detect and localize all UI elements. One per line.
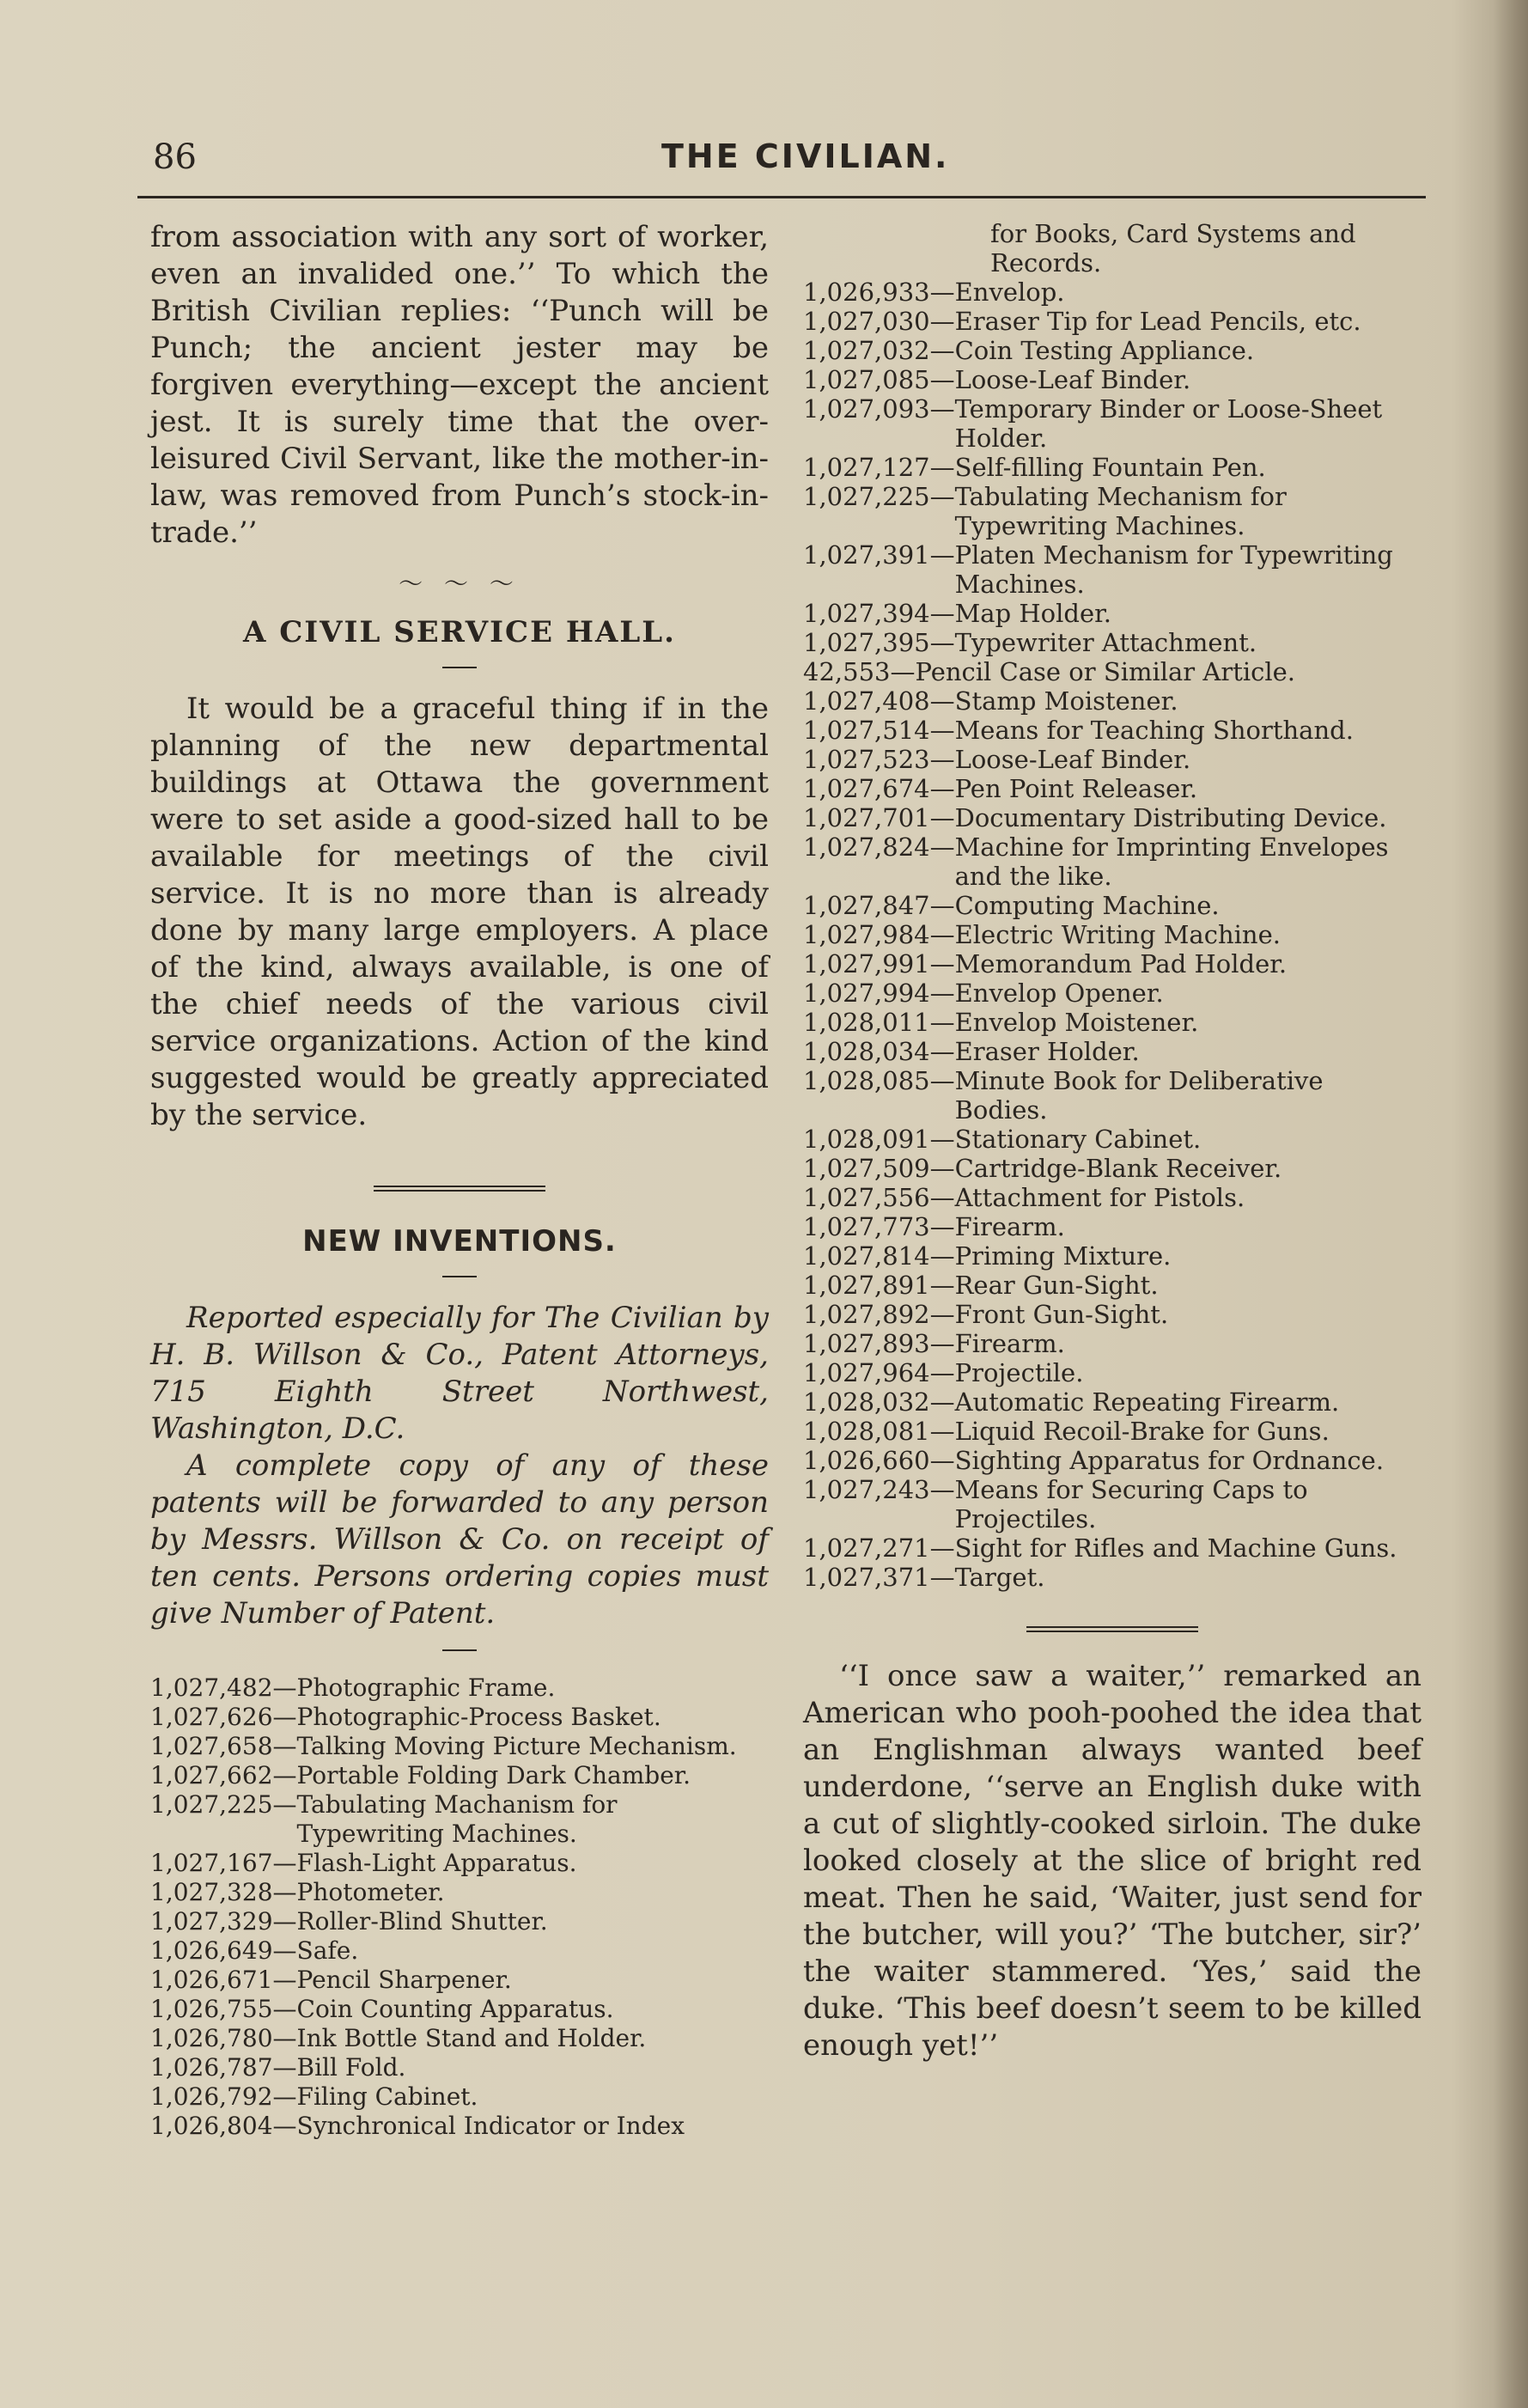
page-number: 86	[153, 137, 197, 177]
patent-description: Projectile.	[954, 1358, 1084, 1387]
patent-description: Tabulating Mechanism for Typewriting Machines.	[954, 482, 1287, 540]
patent-description: Envelop.	[954, 277, 1065, 307]
em-dash: —	[929, 1475, 955, 1504]
em-dash: —	[272, 1966, 297, 1994]
patent-description: Front Gun-Sight.	[954, 1300, 1169, 1329]
patent-entry	[150, 1849, 769, 1878]
patent-number: 1,027,991	[803, 949, 930, 978]
em-dash: —	[929, 1037, 955, 1066]
patent-entry	[803, 745, 1421, 774]
em-dash: —	[929, 482, 955, 511]
left-column	[150, 219, 769, 2141]
patent-number: 1,026,755	[150, 1995, 273, 2023]
em-dash: —	[929, 336, 955, 365]
em-dash: —	[929, 1417, 955, 1446]
patent-description: Self-filling Fountain Pen.	[954, 453, 1266, 482]
patent-entry	[803, 774, 1421, 803]
em-dash: —	[929, 1241, 955, 1271]
patent-description: Automatic Repeating Firearm.	[954, 1387, 1340, 1417]
patent-description: Bill Fold.	[296, 2053, 406, 2082]
short-rule	[442, 667, 477, 668]
patent-number: 1,028,081	[803, 1417, 930, 1446]
patent-entry	[150, 2024, 769, 2053]
running-title: THE CIVILIAN.	[661, 137, 950, 175]
patent-description: Talking Moving Picture Mechanism.	[296, 1732, 737, 1760]
patent-number: 1,027,773	[803, 1212, 930, 1241]
patent-description: Liquid Recoil-Brake for Guns.	[954, 1417, 1330, 1446]
patent-number: 1,027,127	[803, 453, 930, 482]
patent-entry	[803, 1212, 1421, 1241]
patent-entry	[803, 716, 1421, 745]
hall-heading: A CIVIL SERVICE HALL.	[243, 615, 676, 649]
patent-number: 1,027,225	[803, 482, 930, 511]
patent-number: 1,027,167	[150, 1849, 273, 1877]
em-dash: —	[929, 277, 955, 307]
patent-description: Photographic-Process Basket.	[296, 1703, 661, 1731]
patent-description: Eraser Tip for Lead Pencils, etc.	[954, 307, 1361, 336]
patent-description: Rear Gun-Sight.	[954, 1271, 1159, 1300]
patent-number: 1,027,371	[803, 1563, 930, 1592]
em-dash: —	[929, 1212, 955, 1241]
patent-entry	[803, 1417, 1421, 1446]
em-dash: —	[929, 686, 955, 716]
em-dash: —	[272, 1732, 297, 1760]
patent-entry	[803, 657, 1421, 686]
patent-number: 1,027,824	[803, 832, 930, 862]
patent-entry	[803, 1037, 1421, 1066]
em-dash: —	[272, 2053, 297, 2082]
patent-number: 1,026,649	[150, 1936, 273, 1965]
em-dash: —	[929, 803, 955, 832]
section-divider	[1026, 1626, 1198, 1632]
patent-number: 42,553	[803, 657, 891, 686]
em-dash: —	[929, 716, 955, 745]
patent-description: Envelop Moistener.	[954, 1008, 1199, 1037]
patent-number: 1,028,085	[803, 1066, 930, 1095]
patent-description: Machine for Imprinting Envelopes and the like.	[954, 832, 1389, 891]
patent-description: Means for Securing Caps to Projectiles.	[954, 1475, 1308, 1533]
patent-entry	[150, 2112, 769, 2141]
em-dash: —	[272, 1849, 297, 1877]
reported-by: Reported especially for The Civilian by H. B. Willson & Co., Patent Attorneys, 715 Eighth Street Northwest, Washington, D.C.	[150, 1301, 769, 1446]
patent-entry	[803, 1008, 1421, 1037]
em-dash: —	[929, 832, 955, 862]
patent-number: 1,027,514	[803, 716, 930, 745]
patent-number: 1,027,032	[803, 336, 930, 365]
patent-number: 1,027,243	[803, 1475, 930, 1504]
patent-number: 1,026,933	[803, 277, 930, 307]
patent-description: Portable Folding Dark Chamber.	[296, 1761, 691, 1789]
patent-number: 1,027,701	[803, 803, 930, 832]
patent-number: 1,028,091	[803, 1125, 930, 1154]
patent-entry	[150, 1878, 769, 1907]
patent-description: Means for Teaching Shorthand.	[954, 716, 1354, 745]
em-dash: —	[929, 1125, 955, 1154]
patent-number: 1,027,271	[803, 1533, 930, 1563]
patent-description: Typewriter Attachment.	[954, 628, 1257, 657]
patent-number: 1,028,034	[803, 1037, 930, 1066]
patent-entry	[803, 891, 1421, 920]
patent-description: Envelop Opener.	[954, 978, 1164, 1008]
patent-description: Coin Testing Appliance.	[954, 336, 1255, 365]
patent-description: Loose-Leaf Binder.	[954, 745, 1191, 774]
em-dash: —	[929, 978, 955, 1008]
patent-description: Loose-Leaf Binder.	[954, 365, 1191, 394]
patent-entry	[803, 686, 1421, 716]
patent-description: Target.	[954, 1563, 1045, 1592]
patent-list-left	[150, 1673, 769, 2141]
patent-description: Electric Writing Machine.	[954, 920, 1281, 949]
patent-entry	[150, 2082, 769, 2112]
patent-entry	[150, 1732, 769, 1761]
patent-description: Filing Cabinet.	[296, 2082, 478, 2111]
em-dash: —	[929, 365, 955, 394]
patent-entry	[803, 1387, 1421, 1417]
short-rule	[442, 1276, 477, 1277]
patent-entry	[803, 1241, 1421, 1271]
patent-entry	[150, 1673, 769, 1703]
em-dash: —	[929, 1446, 955, 1475]
patent-description: Pencil Sharpener.	[296, 1966, 512, 1994]
em-dash: —	[929, 394, 955, 424]
patent-number: 1,027,509	[803, 1154, 930, 1183]
patent-description: Temporary Binder or Loose-Sheet Holder.	[954, 394, 1383, 453]
patent-entry	[803, 540, 1421, 599]
anecdote-paragraph: ‘‘I once saw a waiter,’’ remarked an American who pooh-poohed the idea that an Englishman always wanted beef underdone, ‘‘serve an English duke with a cut of slightly-cooked sirloin. The duke looked closely at the slice of bright red meat. Then he said, ‘Waiter, just send for the butcher, will you?’ ‘The butcher, sir?’ the waiter stammered. ‘Yes,’ said the duke. ‘This beef doesn’t seem to be killed enough yet!’’	[803, 1659, 1421, 2063]
patent-entry	[803, 1066, 1421, 1125]
patent-description: Platen Mechanism for Typewriting Machines.	[954, 540, 1393, 599]
patent-entry	[803, 336, 1421, 365]
patent-description: Ink Bottle Stand and Holder.	[296, 2024, 647, 2052]
patent-description: Tabulating Machanism for Typewriting Machines.	[296, 1790, 618, 1848]
patent-entry	[803, 949, 1421, 978]
em-dash: —	[929, 599, 955, 628]
patent-description: Photographic Frame.	[296, 1673, 556, 1702]
em-dash: —	[272, 2112, 297, 2140]
patent-entry	[803, 1475, 1421, 1533]
patent-list-right	[803, 277, 1421, 1592]
patent-number: 1,027,994	[803, 978, 930, 1008]
em-dash: —	[929, 745, 955, 774]
patent-description: Pencil Case or Similar Article.	[915, 657, 1296, 686]
em-dash: —	[929, 1183, 955, 1212]
patent-description: Priming Mixture.	[954, 1241, 1172, 1271]
patent-entry	[803, 628, 1421, 657]
em-dash: —	[929, 1271, 955, 1300]
patent-description: Safe.	[296, 1936, 359, 1965]
patent-description: Map Holder.	[954, 599, 1112, 628]
patent-number: 1,027,847	[803, 891, 930, 920]
patent-number: 1,027,814	[803, 1241, 930, 1271]
patent-entry	[150, 1907, 769, 1936]
patent-entry	[150, 1761, 769, 1790]
patent-description: Cartridge-Blank Receiver.	[954, 1154, 1282, 1183]
patent-number: 1,027,626	[150, 1703, 273, 1731]
patent-description: Computing Machine.	[954, 891, 1220, 920]
right-column	[803, 219, 1421, 2064]
patent-entry	[803, 1125, 1421, 1154]
patent-entry	[803, 365, 1421, 394]
patent-description: Sight for Rifles and Machine Guns.	[954, 1533, 1397, 1563]
patent-entry	[803, 1358, 1421, 1387]
ornament-divider: 〜 〜 〜	[399, 570, 520, 598]
patent-number: 1,027,085	[803, 365, 930, 394]
page-header	[146, 137, 1417, 189]
patent-entry	[803, 1329, 1421, 1358]
patent-number: 1,027,658	[150, 1732, 273, 1760]
em-dash: —	[272, 1878, 297, 1906]
intro-paragraph: from association with any sort of worker, even an invalided one.’’ To which the British Civilian replies: ‘‘Punch will be Punch; the ancient jester may be forgiven everything—except the ancient jest. It is surely time that the over-leisured Civil Servant, like the mother-in-law, was removed from Punch’s stock-in-trade.’’	[150, 220, 769, 550]
em-dash: —	[929, 307, 955, 336]
section-divider	[374, 1186, 545, 1192]
em-dash: —	[929, 774, 955, 803]
patent-entry	[803, 453, 1421, 482]
patent-entry	[803, 803, 1421, 832]
patent-number: 1,026,787	[150, 2053, 273, 2082]
patent-entry	[150, 1703, 769, 1732]
em-dash: —	[929, 949, 955, 978]
patent-number: 1,027,984	[803, 920, 930, 949]
patent-number: 1,026,671	[150, 1966, 273, 1994]
patent-number: 1,027,329	[150, 1907, 273, 1936]
em-dash: —	[272, 1673, 297, 1702]
copy-note: A complete copy of any of these patents will be forwarded to any person by Messrs. Willson & Co. on receipt of ten cents. Persons ordering copies must give Number of Patent.	[150, 1448, 769, 1631]
patent-description: Synchronical Indicator or Index	[296, 2112, 685, 2140]
em-dash: —	[929, 1329, 955, 1358]
patent-number: 1,026,780	[150, 2024, 273, 2052]
patent-entry	[803, 1563, 1421, 1592]
patent-entry	[803, 482, 1421, 540]
patent-entry	[150, 1790, 769, 1849]
patent-description: Stamp Moistener.	[954, 686, 1178, 716]
em-dash: —	[929, 920, 955, 949]
patent-entry	[150, 1966, 769, 1995]
patent-number: 1,027,225	[150, 1790, 273, 1819]
patent-entry	[803, 277, 1421, 307]
patent-description: Stationary Cabinet.	[954, 1125, 1202, 1154]
patent-number: 1,027,893	[803, 1329, 930, 1358]
patent-entry	[150, 1936, 769, 1966]
em-dash: —	[929, 1300, 955, 1329]
patent-number: 1,028,011	[803, 1008, 930, 1037]
em-dash: —	[929, 1154, 955, 1183]
em-dash: —	[272, 1761, 297, 1789]
em-dash: —	[890, 657, 916, 686]
patent-number: 1,027,662	[150, 1761, 273, 1789]
patent-number: 1,027,408	[803, 686, 930, 716]
header-rule	[137, 196, 1426, 198]
patent-entry	[803, 1300, 1421, 1329]
em-dash: —	[272, 1703, 297, 1731]
patent-number: 1,027,394	[803, 599, 930, 628]
em-dash: —	[272, 1995, 297, 2023]
em-dash: —	[272, 1907, 297, 1936]
patent-description: Firearm.	[954, 1329, 1065, 1358]
em-dash: —	[929, 540, 955, 570]
patent-description: Attachment for Pistols.	[954, 1183, 1245, 1212]
em-dash: —	[929, 1533, 955, 1563]
patent-number: 1,027,892	[803, 1300, 930, 1329]
patent-number: 1,027,674	[803, 774, 930, 803]
patent-description: Firearm.	[954, 1212, 1065, 1241]
patent-number: 1,026,660	[803, 1446, 930, 1475]
patent-description: Sighting Apparatus for Ordnance.	[954, 1446, 1385, 1475]
patent-number: 1,027,391	[803, 540, 930, 570]
patent-number: 1,027,395	[803, 628, 930, 657]
patent-entry	[803, 832, 1421, 891]
short-rule	[442, 1649, 477, 1651]
em-dash: —	[929, 453, 955, 482]
em-dash: —	[272, 2082, 297, 2111]
patent-description: Roller-Blind Shutter.	[296, 1907, 548, 1936]
patent-number: 1,026,792	[150, 2082, 273, 2111]
inventions-heading: NEW INVENTIONS.	[302, 1224, 617, 1259]
em-dash: —	[929, 1387, 955, 1417]
em-dash: —	[929, 1563, 955, 1592]
em-dash: —	[929, 1358, 955, 1387]
patent-number: 1,027,328	[150, 1878, 273, 1906]
em-dash: —	[272, 1790, 297, 1819]
patent-number: 1,027,523	[803, 745, 930, 774]
patent-entry	[803, 1271, 1421, 1300]
patent-entry	[803, 978, 1421, 1008]
patent-number: 1,027,964	[803, 1358, 930, 1387]
patent-entry	[803, 1154, 1421, 1183]
patent-description: Flash-Light Apparatus.	[296, 1849, 577, 1877]
patent-number: 1,028,032	[803, 1387, 930, 1417]
patent-entry	[150, 1995, 769, 2024]
patent-entry	[803, 920, 1421, 949]
patent-number: 1,027,030	[803, 307, 930, 336]
patent-number: 1,027,093	[803, 394, 930, 424]
patent-description: Eraser Holder.	[954, 1037, 1140, 1066]
patent-description: Minute Book for Deliberative Bodies.	[954, 1066, 1324, 1125]
em-dash: —	[929, 1066, 955, 1095]
patent-entry	[803, 1183, 1421, 1212]
em-dash: —	[929, 628, 955, 657]
patent-entry	[803, 394, 1421, 453]
em-dash: —	[929, 1008, 955, 1037]
em-dash: —	[272, 2024, 297, 2052]
patent-entry	[803, 1533, 1421, 1563]
patent-entry	[803, 599, 1421, 628]
em-dash: —	[929, 891, 955, 920]
hall-paragraph: It would be a graceful thing if in the planning of the new departmental buildings at Ottawa the government were to set aside a good-sized hall to be available for meetings of the civil service. It is no more than is already done by many large employers. A place of the kind, always available, is one of the chief needs of the various civil service organizations. Action of the kind suggested would be greatly appreciated by the service.	[150, 692, 769, 1132]
patent-description: Coin Counting Apparatus.	[296, 1995, 614, 2023]
em-dash: —	[272, 1936, 297, 1965]
patent-entry	[803, 307, 1421, 336]
patent-number: 1,027,891	[803, 1271, 930, 1300]
patent-description: Photometer.	[296, 1878, 445, 1906]
patent-description: Pen Point Releaser.	[954, 774, 1198, 803]
patent-entry	[803, 1446, 1421, 1475]
patent-entry	[150, 2053, 769, 2082]
patent-number: 1,026,804	[150, 2112, 273, 2140]
patent-number: 1,027,482	[150, 1673, 273, 1702]
patent-number: 1,027,556	[803, 1183, 930, 1212]
patent-description: Memorandum Pad Holder.	[954, 949, 1288, 978]
binding-shadow	[1494, 0, 1528, 2408]
patent-description: Documentary Distributing Device.	[954, 803, 1387, 832]
list-continuation: for Books, Card Systems and Records.	[990, 219, 1356, 277]
